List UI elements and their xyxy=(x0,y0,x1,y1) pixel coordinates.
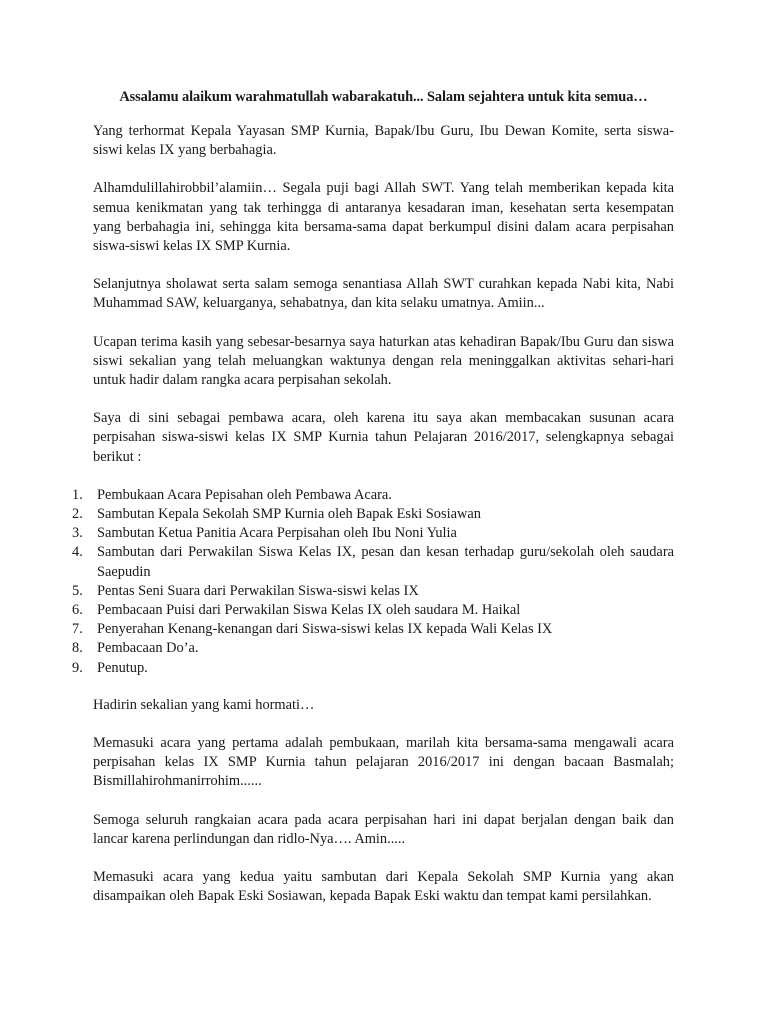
agenda-item-text: Penyerahan Kenang-kenangan dari Siswa-siswi kelas IX kepada Wali Kelas IX xyxy=(97,621,553,638)
agenda-item xyxy=(72,582,674,601)
agenda-item-number: 6. xyxy=(72,602,83,619)
agenda-item-number: 1. xyxy=(72,486,83,503)
agenda-item xyxy=(72,601,674,620)
audience-address-paragraph: Hadirin sekalian yang kami hormati… xyxy=(93,696,315,713)
agenda-list xyxy=(72,486,674,678)
agenda-item xyxy=(72,524,674,543)
agenda-item xyxy=(72,505,674,524)
agenda-item-text: Sambutan Kepala Sekolah SMP Kurnia oleh Bapak Eski Sosiawan xyxy=(97,506,481,523)
agenda-intro-paragraph: Saya di sini sebagai pembawa acara, oleh karena itu saya akan membacakan susunan acara perpisahan siswa-siswi kelas IX SMP Kurnia tahun Pelajaran 2016/2017, selengkapnya sebagai berikut : xyxy=(93,410,674,465)
agenda-item xyxy=(72,486,674,505)
salutation-paragraph: Yang terhormat Kepala Yayasan SMP Kurnia, Bapak/Ibu Guru, Ibu Dewan Komite, serta siswa-siswi kelas IX yang berbahagia. xyxy=(93,123,674,159)
thanks-paragraph: Ucapan terima kasih yang sebesar-besarnya saya haturkan atas kehadiran Bapak/Ibu Guru dan siswa siswi sekalian yang telah meluangkan waktunya dengan rela meninggalkan aktivitas sehari-hari untuk hadir dalam rangka acara perpisahan sekolah. xyxy=(93,333,674,389)
agenda-item-number: 8. xyxy=(72,640,83,657)
agenda-item-number: 4. xyxy=(72,544,83,561)
agenda-item-text: Pentas Seni Suara dari Perwakilan Siswa-siswi kelas IX xyxy=(97,582,419,599)
agenda-item-text: Pembukaan Acara Pepisahan oleh Pembawa Acara. xyxy=(97,486,392,503)
agenda-item-text: Pembacaan Do’a. xyxy=(97,640,199,657)
agenda-item-text: Penutup. xyxy=(97,659,148,676)
agenda-item-text: Sambutan dari Perwakilan Siswa Kelas IX, pesan dan kesan terhadap guru/sekolah oleh saudara Saepudin xyxy=(97,544,674,580)
agenda-item-number: 7. xyxy=(72,621,83,638)
agenda-item-text: Sambutan Ketua Panitia Acara Perpisahan oleh Ibu Noni Yulia xyxy=(97,525,457,542)
gratitude-paragraph: Alhamdulillahirobbil’alamiin… Segala puji bagi Allah SWT. Yang telah memberikan kepada kita semua kenikmatan yang tak terhingga di antaranya kesadaran iman, kesehatan serta kesempatan yang berbahagia ini, sehingga kita bersama-sama dapat berkumpul disini dalam acara perpisahan siswa-siswi kelas IX SMP Kurnia. xyxy=(93,180,674,255)
agenda-item-text: Pembacaan Puisi dari Perwakilan Siswa Kelas IX oleh saudara M. Haikal xyxy=(97,602,521,619)
agenda-item-number: 5. xyxy=(72,582,83,599)
second-agenda-paragraph: Memasuki acara yang kedua yaitu sambutan dari Kepala Sekolah SMP Kurnia yang akan disampaikan oleh Bapak Eski Sosiawan, kepada Bapak Eski waktu dan tempat kami persilahkan. xyxy=(93,869,674,905)
prayer-paragraph: Semoga seluruh rangkaian acara pada acara perpisahan hari ini dapat berjalan dengan baik dan lancar karena perlindungan dan ridlo-Nya…. Amin..... xyxy=(93,811,674,847)
agenda-item-number: 2. xyxy=(72,506,83,523)
agenda-item xyxy=(72,620,674,639)
agenda-item-number: 3. xyxy=(72,525,83,542)
agenda-item xyxy=(72,639,674,658)
agenda-item xyxy=(72,659,674,678)
agenda-item-number: 9. xyxy=(72,659,83,676)
opening-paragraph: Memasuki acara yang pertama adalah pembukaan, marilah kita bersama-sama mengawali acara perpisahan kelas IX SMP Kurnia tahun pelajaran 2016/2017 ini dengan bacaan Basmalah; Bismillahirohmanirrohim...... xyxy=(93,735,674,790)
greeting-heading: Assalamu alaikum warahmatullah wabarakatuh... Salam sejahtera untuk kita semua… xyxy=(119,89,648,105)
sholawat-paragraph: Selanjutnya sholawat serta salam semoga senantiasa Allah SWT curahkan kepada Nabi kita, Nabi Muhammad SAW, keluarganya, sehabatnya, dan kita selaku umatnya. Amiin... xyxy=(93,276,674,312)
agenda-item xyxy=(72,543,674,581)
